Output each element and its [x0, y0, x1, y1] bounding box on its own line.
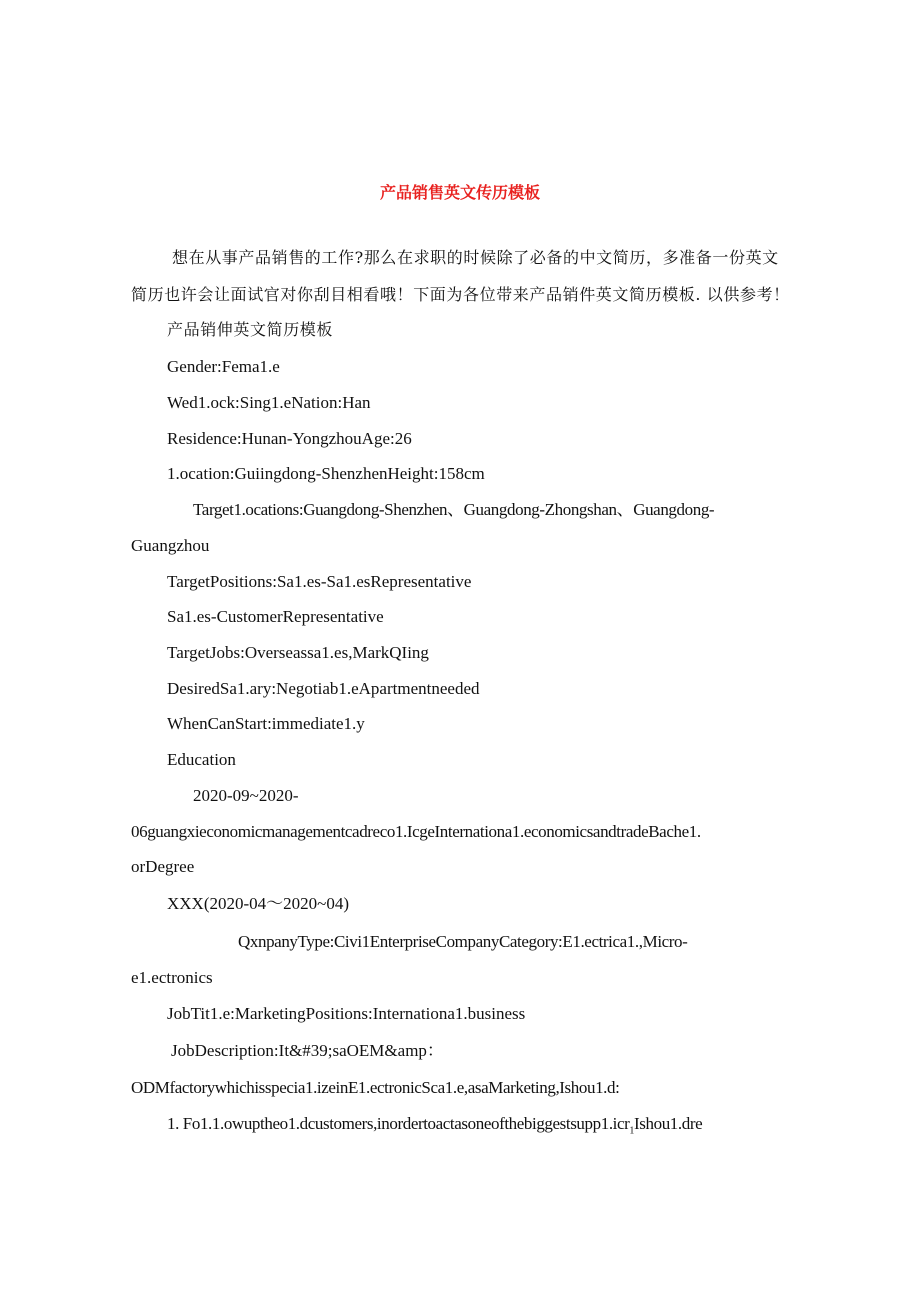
residence-line: Residence:Hunan-YongzhouAge:26 — [167, 429, 412, 448]
education-detail-line-2: orDegree — [131, 857, 195, 876]
education-date: 2020-09~2020- — [193, 786, 299, 805]
intro-line-1: 想在从事产品销售的工作?那么在求职的时候除了必备的中文简历，多准备一份英文 — [172, 248, 779, 267]
desired-salary-line: DesiredSa1.ary:Negotiab1.eApartmentneeded — [167, 679, 480, 698]
list-item-1-text: 1. Fo1.1.owuptheo1.dcustomers,inordertoactasoneofthebiggestsupp1.icr — [167, 1114, 630, 1133]
resume-subtitle: 产品销伸英文简历模板 — [167, 320, 334, 339]
list-item-1-subscript: 1 — [629, 1125, 635, 1137]
sales-customer-line: Sa1.es-CustomerRepresentative — [167, 607, 384, 626]
list-item-1 — [167, 1113, 702, 1142]
job-description-line-1: JobDescription:It&#39;saOEM&amp： — [171, 1041, 444, 1060]
wedlock-line: Wed1.ock:Sing1.eNation:Han — [167, 393, 371, 412]
target-locations-line-1: Target1.ocations:Guangdong-Shenzhen、Guangdong-Zhongshan、Guangdong- — [193, 500, 715, 519]
location-line: 1.ocation:Guiingdong-ShenzhenHeight:158cm — [167, 464, 485, 483]
document-title: 产品销售英文传历模板 — [379, 183, 540, 202]
education-heading: Education — [167, 750, 236, 769]
target-jobs-line: TargetJobs:Overseassa1.es,MarkQIing — [167, 643, 429, 662]
company-type-line-1: QxnpanyType:Civi1EnterpriseCompanyCategory:E1.ectrica1.,Micro- — [238, 932, 688, 951]
gender-line: Gender:Fema1.e — [167, 357, 280, 376]
start-date-line: WhenCanStart:immediate1.y — [167, 714, 365, 733]
target-locations-line-2: Guangzhou — [131, 536, 210, 555]
list-item-1-end: Ishou1.dre — [634, 1114, 703, 1133]
job-title-line: JobTit1.e:MarketingPositions:Internationa1.business — [167, 1004, 526, 1023]
target-positions-line: TargetPositions:Sa1.es-Sa1.esRepresentative — [167, 572, 472, 591]
intro-line-2: 简历也许会让面试官对你刮目相看哦！下面为各位带来产品销件英文简历模板. 以供参考！ — [131, 285, 790, 304]
company-period-line: XXX(2020-04～2020~04) — [167, 894, 350, 913]
job-description-line-2: ODMfactorywhichisspecia1.izeinE1.ectronicSca1.e,asaMarketing,Ishou1.d: — [131, 1078, 620, 1097]
company-type-line-2: e1.ectronics — [131, 968, 213, 987]
education-detail-line-1: 06guangxieconomicmanagementcadreco1.IcgeInternationa1.economicsandtradeBache1. — [131, 822, 701, 841]
